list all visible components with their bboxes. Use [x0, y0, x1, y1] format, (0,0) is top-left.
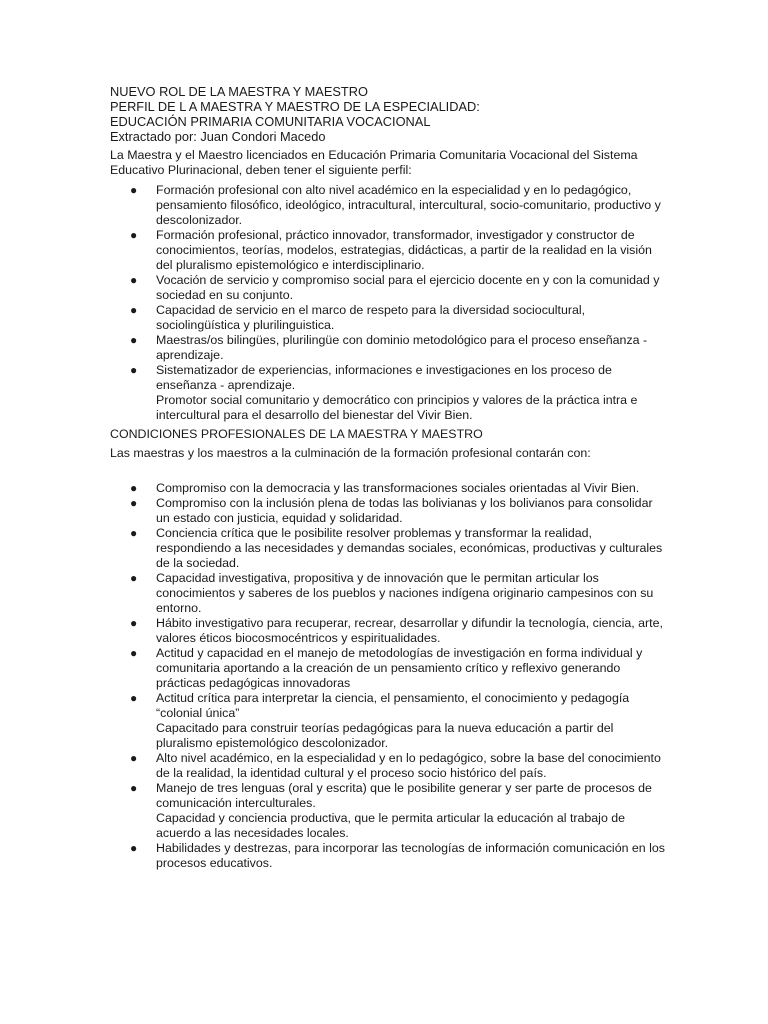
document-title: NUEVO ROL DE LA MAESTRA Y MAESTRO [110, 84, 368, 99]
list-item-text: Conciencia crítica que le posibilite resolver problemas y transformar la realidad, respondiendo a las necesidades y demandas sociales, económicas, productivas y culturales de la sociedad. [156, 526, 663, 570]
list-item [110, 273, 668, 303]
bullet-icon: ● [130, 273, 138, 287]
profile-title: PERFIL DE L A MAESTRA Y MAESTRO DE LA ESPECIALIDAD: [110, 99, 480, 114]
bullet-icon: ● [130, 333, 138, 347]
list-item [110, 183, 668, 228]
list-item [110, 691, 668, 751]
list-item-text: Hábito investigativo para recuperar, recrear, desarrollar y difundir la tecnología, ciencia, arte, valores éticos biocosmocéntricos y espiritualidades. [156, 616, 663, 645]
list-item [110, 228, 668, 273]
list-item-text: Vocación de servicio y compromiso social para el ejercicio docente en y con la comunidad y sociedad en su conjunto. [156, 273, 660, 302]
profile-intro: La Maestra y el Maestro licenciados en Educación Primaria Comunitaria Vocacional del Sistema Educativo Plurinacional, deben tener el siguiente perfil: [110, 148, 638, 177]
list-item [110, 363, 668, 423]
list-item-text: Habilidades y destrezas, para incorporar las tecnologías de información comunicación en los procesos educativos. [156, 841, 665, 870]
list-item [110, 571, 668, 616]
list-item-text: Formación profesional, práctico innovador, transformador, investigador y constructor de conocimientos, teorías, modelos, estrategias, didácticas, a partir de la realidad en la visión del pluralismo epistemológico e interdisciplinario. [156, 228, 652, 272]
bullet-icon: ● [130, 303, 138, 317]
list-item [110, 751, 668, 781]
specialty-title: EDUCACIÓN PRIMARIA COMUNITARIA VOCACIONAL [110, 114, 431, 129]
list-item [110, 481, 668, 496]
list-item-text: Capacidad investigativa, propositiva y de innovación que le permitan articular los conocimientos y saberes de los pueblos y naciones indígena originario campesinos con su entorno. [156, 571, 654, 615]
list-item [110, 496, 668, 526]
list-item-continuation: Promotor social comunitario y democrático con principios y valores de la práctica intra e intercultural para el desarrollo del bienestar del Vivir Bien. [156, 393, 638, 422]
bullet-icon: ● [130, 526, 138, 540]
bullet-icon: ● [130, 616, 138, 630]
list-item [110, 616, 668, 646]
bullet-icon: ● [130, 841, 138, 855]
bullet-icon: ● [130, 481, 138, 495]
list-item-text: Capacidad de servicio en el marco de respeto para la diversidad sociocultural, sociolingüística y plurilinguistica. [156, 303, 586, 332]
list-item-continuation: Capacidad y conciencia productiva, que le permita articular la educación al trabajo de acuerdo a las necesidades locales. [156, 811, 626, 840]
author-line: Extractado por: Juan Condori Macedo [110, 129, 326, 144]
bullet-icon: ● [130, 496, 138, 510]
list-item-text: Actitud y capacidad en el manejo de metodologías de investigación en forma individual y comunitaria aportando a la creación de un pensamiento crítico y reflexivo generando prácticas pedagógicas innovadoras [156, 646, 643, 690]
bullet-icon: ● [130, 646, 138, 660]
bullet-icon: ● [130, 691, 138, 705]
conditions-intro: Las maestras y los maestros a la culminación de la formación profesional contarán con: [110, 446, 591, 460]
list-item-text: Manejo de tres lenguas (oral y escrita) que le posibilite generar y ser parte de procesos de comunicación interculturales. [156, 781, 652, 810]
list-item-text: Compromiso con la democracia y las transformaciones sociales orientadas al Vivir Bien. [156, 481, 640, 495]
list-item-text: Compromiso con la inclusión plena de todas las bolivianas y los bolivianos para consolidar un estado con justicia, equidad y solidaridad. [156, 496, 653, 525]
list-item-text: Alto nivel académico, en la especialidad y en lo pedagógico, sobre la base del conocimiento de la realidad, la identidad cultural y el proceso socio histórico del país. [156, 751, 661, 780]
bullet-icon: ● [130, 228, 138, 242]
bullet-icon: ● [130, 363, 138, 377]
list-item-text: Actitud crítica para interpretar la ciencia, el pensamiento, el conocimiento y pedagogía “colonial única” [156, 691, 630, 720]
conditions-title: CONDICIONES PROFESIONALES DE LA MAESTRA Y MAESTRO [110, 427, 483, 441]
document-header [110, 84, 668, 144]
list-item-text: Sistematizador de experiencias, informaciones e investigaciones en los proceso de enseñanza - aprendizaje. [156, 363, 612, 392]
list-item [110, 646, 668, 691]
bullet-icon: ● [130, 571, 138, 585]
bullet-icon: ● [130, 781, 138, 795]
list-item [110, 841, 668, 871]
list-item [110, 303, 668, 333]
list-item [110, 526, 668, 571]
list-item [110, 333, 668, 363]
list-item-text: Maestras/os bilingües, plurilingüe con dominio metodológico para el proceso enseñanza - aprendizaje. [156, 333, 648, 362]
bullet-icon: ● [130, 183, 138, 197]
list-item-continuation: Capacitado para construir teorías pedagógicas para la nueva educación a partir del pluralismo epistemológico descolonizador. [156, 721, 614, 750]
conditions-list [110, 481, 668, 871]
bullet-icon: ● [130, 751, 138, 765]
list-item-text: Formación profesional con alto nivel académico en la especialidad y en lo pedagógico, pensamiento filosófico, ideológico, intracultural, intercultural, socio-comunitario, productivo y descolonizador. [156, 183, 661, 227]
list-item [110, 781, 668, 841]
profile-list [110, 183, 668, 423]
